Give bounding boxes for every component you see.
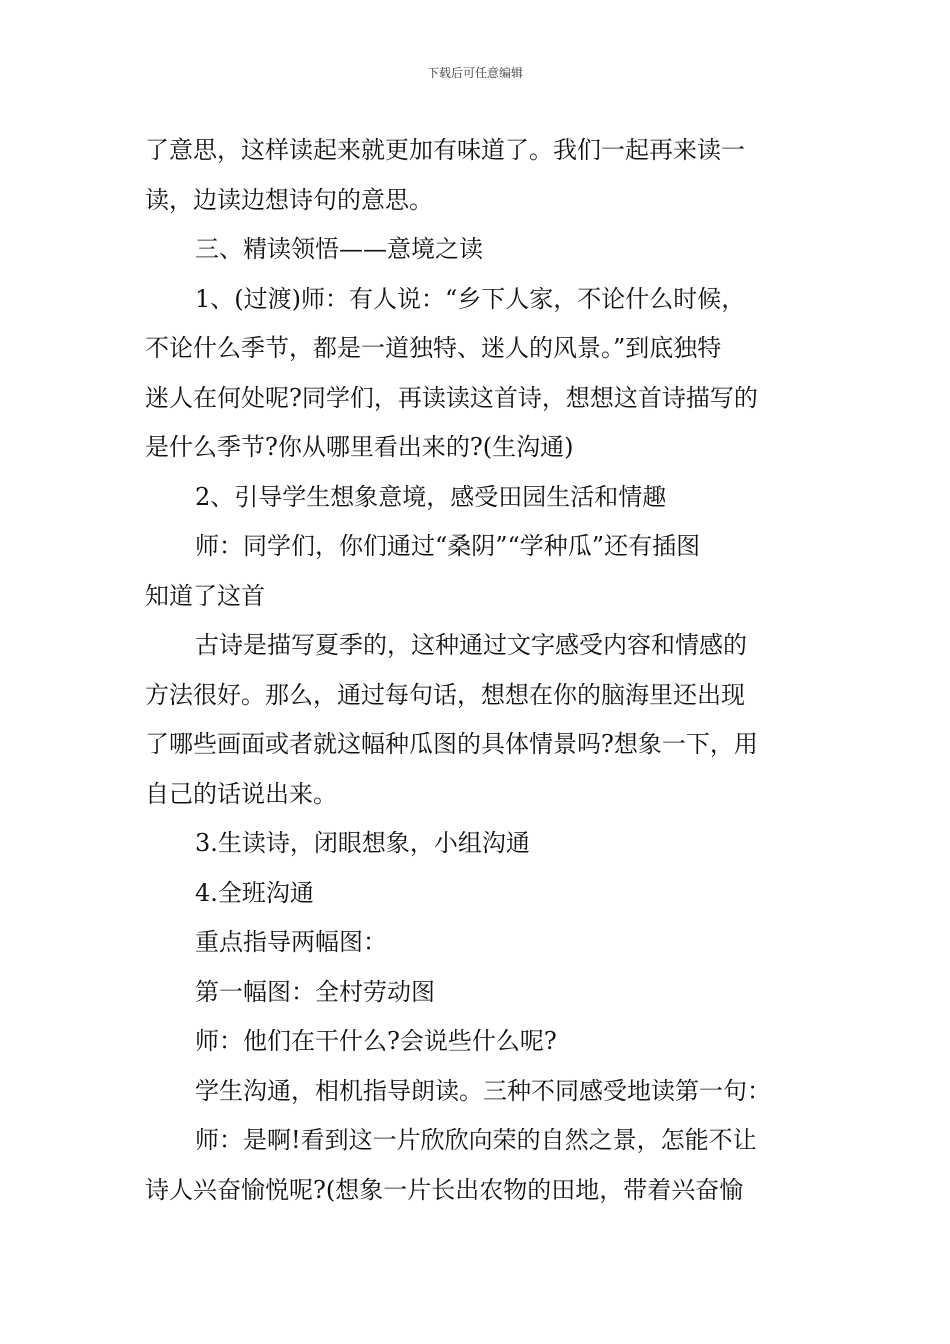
text-line: 了意思，这样读起来就更加有味道了。我们一起再来读一 [145, 136, 745, 164]
text-line: 方法很好。那么，通过每句话，想想在你的脑海里还出现 [145, 680, 745, 709]
document-body [145, 126, 810, 1215]
text-line: 读，边读边想诗句的意思。 [145, 185, 433, 214]
page-header: 下载后可任意编辑 [426, 66, 523, 80]
text-line: 诗人兴奋愉悦呢?(想象一片长出农物的田地，带着兴奋愉 [145, 1175, 744, 1204]
text-line: 自己的话说出来。 [145, 779, 337, 808]
text-line: 是什么季节?你从哪里看出来的?(生沟通) [145, 433, 574, 461]
text-line: 4.全班沟通 [195, 878, 314, 907]
text-line: 了哪些画面或者就这幅种瓜图的具体情景吗?想象一下，用 [145, 730, 758, 758]
text-line: 古诗是描写夏季的，这种通过文字感受内容和情感的 [195, 631, 747, 659]
text-line: 1、(过渡)师：有人说：“乡下人家，不论什么时候， [195, 284, 746, 313]
text-line: 迷人在何处呢?同学们，再读读这首诗，想想这首诗描写的 [145, 383, 758, 412]
text-line: 2、引导学生想象意境，感受田园生活和情趣 [195, 482, 667, 511]
text-line: 不论什么季节，都是一道独特、迷人的风景。”到底独特 [145, 334, 722, 362]
section-heading: 三、精读领悟——意境之读 [195, 235, 483, 263]
text-line: 学生沟通，相机指导朗读。三种不同感受地读第一句： [195, 1076, 771, 1105]
text-line: 师：同学们，你们通过“桑阴”“学种瓜”还有插图 [195, 532, 701, 560]
text-line: 3.生读诗，闭眼想象，小组沟通 [195, 829, 530, 857]
text-line: 知道了这首 [145, 581, 265, 610]
text-line: 重点指导两幅图： [195, 928, 387, 956]
text-line: 第一幅图：全村劳动图 [195, 977, 435, 1006]
text-line: 师：是啊!看到这一片欣欣向荣的自然之景，怎能不让 [195, 1126, 757, 1154]
text-line: 师：他们在干什么?会说些什么呢? [195, 1027, 557, 1055]
